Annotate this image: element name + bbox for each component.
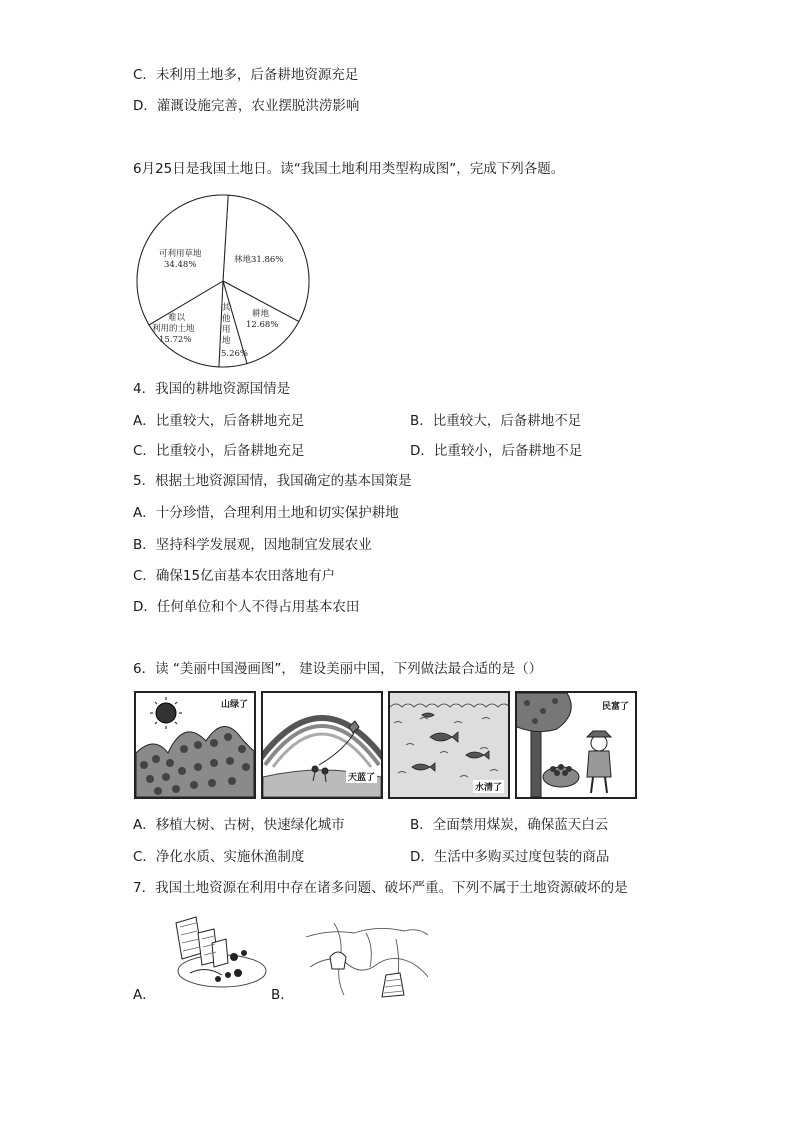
q5-option-a: A．十分珍惜，合理利用土地和切实保护耕地 xyxy=(133,505,399,521)
pie-label-hard-2: 利用的土地 xyxy=(152,324,195,334)
q4-stem: 4．我国的耕地资源国情是 xyxy=(133,381,291,397)
pie-label-cropland-value: 12.68% xyxy=(246,320,279,330)
q5-stem: 5．根据土地资源国情，我国确定的基本国策是 xyxy=(133,473,412,489)
q3-option-d: D．灌溉设施完善，农业摆脱洪涝影响 xyxy=(133,98,360,114)
q7-stem: 7．我国土地资源在利用中存在诸多问题、破坏严重。下列不属于土地资源破坏的是 xyxy=(133,880,628,896)
pie-svg xyxy=(135,193,311,369)
q4-option-c: C．比重较小，后备耕地充足 xyxy=(133,443,305,459)
pie-label-hard-3: 15.72% xyxy=(159,335,192,345)
q5-option-c: C．确保15亿亩基本农田落地有户 xyxy=(133,568,336,584)
q4-option-d: D．比重较小，后备耕地不足 xyxy=(410,443,583,459)
q6-option-d: D．生活中多购买过度包装的商品 xyxy=(410,849,610,865)
comic-panel-water xyxy=(388,691,510,799)
pie-label-other-2: 他 xyxy=(222,314,231,324)
land-use-pie-chart xyxy=(135,193,311,373)
q5-option-b: B．坚持科学发展观，因地制宜发展农业 xyxy=(133,537,372,553)
panel-caption-water: 水清了 xyxy=(473,780,504,793)
pie-label-other-1: 其 xyxy=(222,303,231,313)
pie-label-forest: 林地31.86% xyxy=(234,255,284,265)
q6-stem: 6．读 “美丽中国漫画图”， 建设美丽中国，下列做法最合适的是（） xyxy=(133,661,543,677)
pie-label-hard-1: 难以 xyxy=(168,313,186,323)
intro-text: 6月25日是我国土地日。读“我国土地利用类型构成图”，完成下列各题。 xyxy=(133,161,565,177)
comic-panel-people xyxy=(515,691,637,799)
panel-caption-mountains: 山绿了 xyxy=(219,697,250,710)
pie-label-cropland: 耕地 xyxy=(252,309,270,319)
q4-option-a: A．比重较大，后备耕地充足 xyxy=(133,413,305,429)
q7-image-b xyxy=(300,917,432,1005)
comic-panel-sky xyxy=(261,691,383,799)
comic-panel-mountains xyxy=(134,691,256,799)
q7-option-a: A． xyxy=(133,987,156,1003)
pie-label-other-value: 5.26% xyxy=(221,349,249,359)
q7-image-a xyxy=(162,913,270,997)
q6-option-a: A．移植大树、古树，快速绿化城市 xyxy=(133,817,345,833)
pie-label-grass-1: 可利用草地 xyxy=(159,249,202,259)
pie-label-grass-2: 34.48% xyxy=(164,260,197,270)
q6-option-b: B．全面禁用煤炭，确保蓝天白云 xyxy=(410,817,609,833)
q4-option-b: B．比重较大，后备耕地不足 xyxy=(410,413,582,429)
pie-label-other-4: 地 xyxy=(222,336,231,346)
panel-caption-sky: 天蓝了 xyxy=(346,770,377,783)
q6-option-c: C．净化水质、实施休渔制度 xyxy=(133,849,305,865)
panel-caption-people: 民富了 xyxy=(600,699,631,712)
q5-option-d: D．任何单位和个人不得占用基本农田 xyxy=(133,599,360,615)
pie-label-other-3: 用 xyxy=(222,325,231,335)
q3-option-c: C．未利用土地多，后备耕地资源充足 xyxy=(133,67,359,83)
q7-option-b: B． xyxy=(271,987,294,1003)
